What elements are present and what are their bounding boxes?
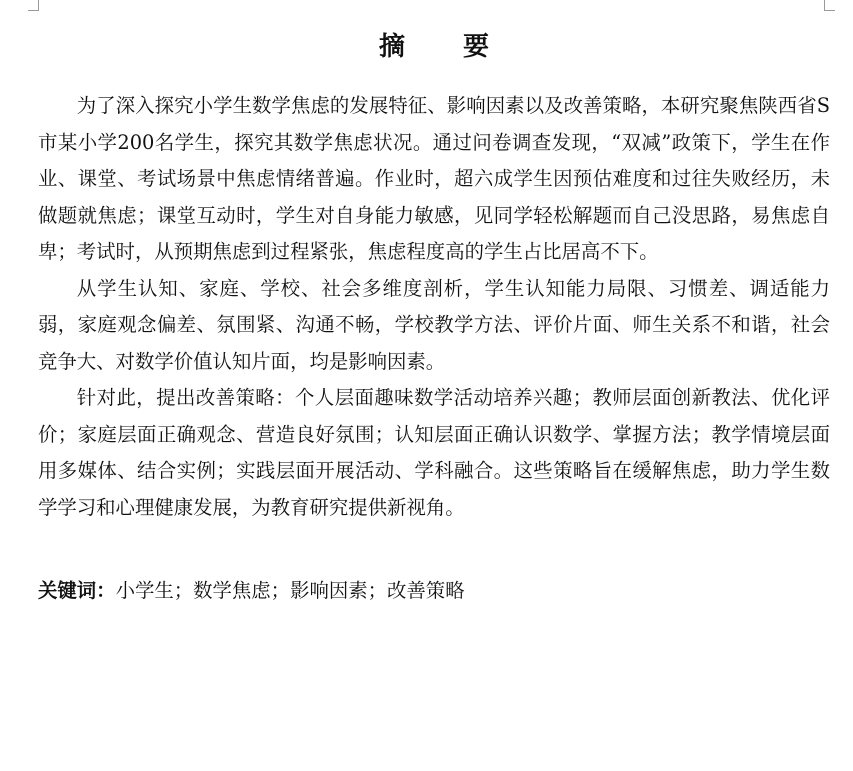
abstract-paragraph-3: 针对此，提出改善策略：个人层面趣味数学活动培养兴趣；教师层面创新教法、优化评价；家庭层面正确观念、营造良好氛围；认知层面正确认识数学、掌握方法；教学情境层面用多媒体、结合实例；实践层面开展活动、学科融合。这些策略旨在缓解焦虑，助力学生数学学习和心理健康发展，为教育研究提供新视角。 — [38, 386, 830, 519]
abstract-title: 摘 要 — [378, 32, 505, 62]
keywords-line — [38, 573, 830, 609]
document-page — [38, 28, 830, 609]
page-corner-mark-right — [824, 0, 835, 11]
keywords-text: 小学生；数学焦虑；影响因素；改善策略 — [115, 579, 465, 602]
abstract-paragraph-1: 为了深入探究小学生数学焦虑的发展特征、影响因素以及改善策略，本研究聚焦陕西省S市某小学200名学生，探究其数学焦虑状况。通过问卷调查发现，“双减”政策下，学生在作业、课堂、考试场景中焦虑情绪普遍。作业时，超六成学生因预估难度和过往失败经历，未做题就焦虑；课堂互动时，学生对自身能力敏感，见同学轻松解题而自己没思路，易焦虑自卑；考试时，从预期焦虑到过程紧张，焦虑程度高的学生占比居高不下。 — [38, 94, 830, 263]
keywords-label: 关键词： — [38, 579, 116, 602]
page-corner-mark-left — [28, 0, 39, 11]
abstract-paragraph-2: 从学生认知、家庭、学校、社会多维度剖析，学生认知能力局限、习惯差、调适能力弱，家庭观念偏差、氛围紧、沟通不畅，学校教学方法、评价片面、师生关系不和谐，社会竞争大、对数学价值认知片面，均是影响因素。 — [38, 276, 830, 373]
